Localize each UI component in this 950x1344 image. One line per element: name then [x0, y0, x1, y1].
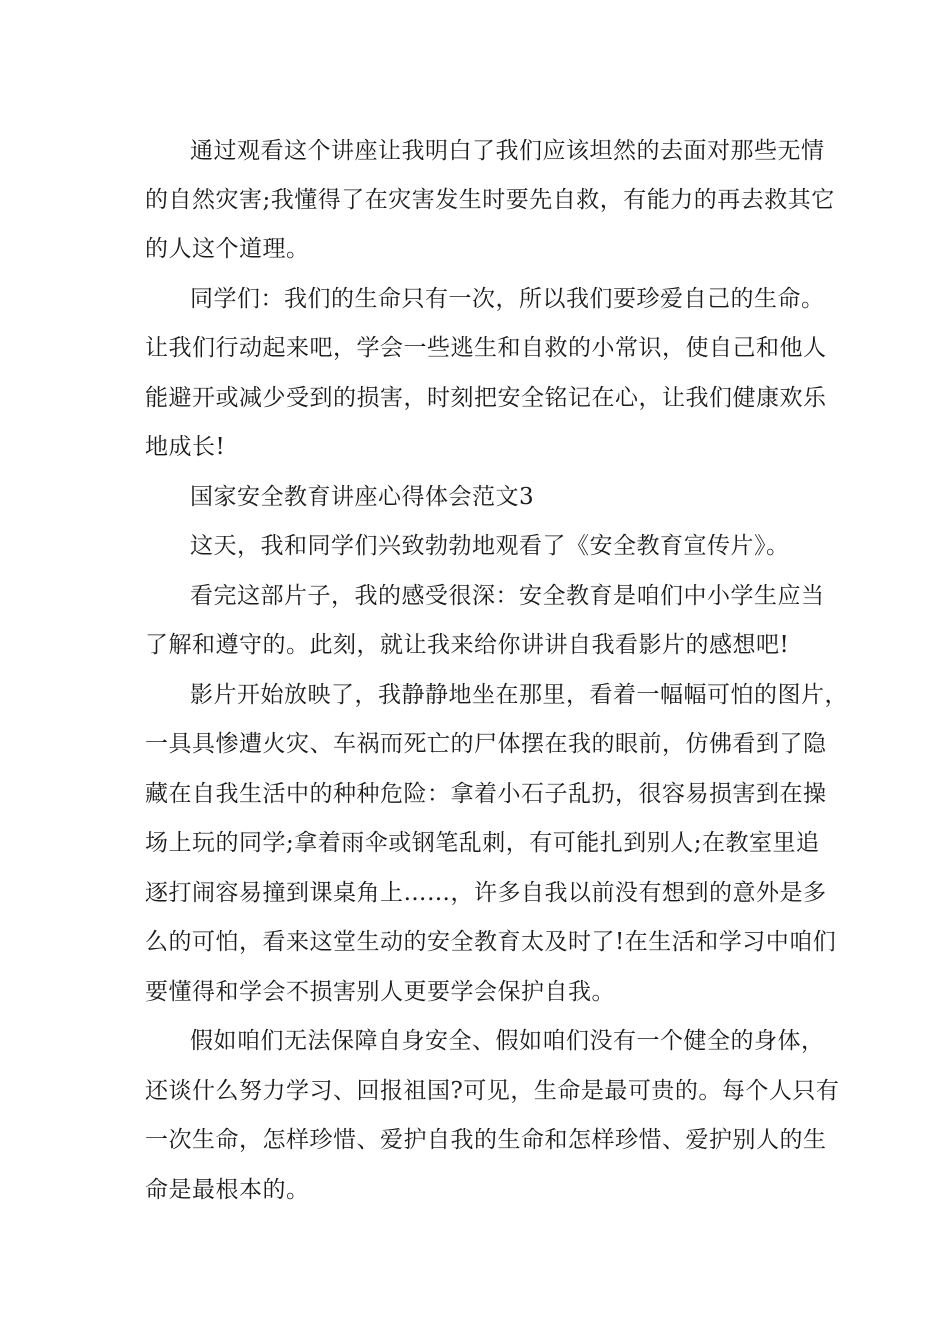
- paragraph-4-line-1: 看完这部片子，我的感受很深：安全教育是咱们中小学生应当: [190, 583, 825, 609]
- section-heading: 国家安全教育讲座心得体会范文3: [190, 484, 535, 510]
- paragraph-5-line-5: 逐打闹容易撞到课桌角上……，许多自我以前没有想到的意外是多: [145, 880, 827, 906]
- paragraph-6-line-1: 假如咱们无法保障自身安全、假如咱们没有一个健全的身体，: [190, 1028, 825, 1054]
- paragraph-5-line-6: 么的可怕，看来这堂生动的安全教育太及时了!在生活和学习中咱们: [145, 929, 837, 955]
- paragraph-1-line-3: 的人这个道理。: [145, 236, 310, 262]
- paragraph-5-line-1: 影片开始放映了，我静静地坐在那里，看着一幅幅可怕的图片，: [190, 682, 848, 708]
- paragraph-3-line-1: 这天，我和同学们兴致勃勃地观看了《安全教育宣传片》。: [190, 533, 790, 559]
- paragraph-2-line-3: 能避开或减少受到的损害，时刻把安全铭记在心，让我们健康欢乐: [145, 385, 827, 411]
- paragraph-6-line-4: 命是最根本的。: [145, 1177, 310, 1203]
- paragraph-2-line-1: 同学们：我们的生命只有一次，所以我们要珍爱自己的生命。: [190, 286, 825, 312]
- paragraph-2-line-4: 地成长!: [145, 434, 226, 460]
- paragraph-5-line-7: 要懂得和学会不损害别人更要学会保护自我。: [145, 979, 615, 1005]
- paragraph-5-line-2: 一具具惨遭火灾、车祸而死亡的尸体摆在我的眼前，仿佛看到了隐: [145, 731, 827, 757]
- paragraph-1-line-2: 的自然灾害;我懂得了在灾害发生时要先自救，有能力的再去救其它: [145, 187, 835, 213]
- paragraph-1-line-1: 通过观看这个讲座让我明白了我们应该坦然的去面对那些无情: [190, 138, 825, 164]
- paragraph-6-line-2: 还谈什么努力学习、回报祖国?可见，生命是最可贵的。每个人只有: [145, 1078, 840, 1104]
- paragraph-5-line-3: 藏在自我生活中的种种危险：拿着小石子乱扔，很容易损害到在操: [145, 781, 827, 807]
- paragraph-6-line-3: 一次生命，怎样珍惜、爱护自我的生命和怎样珍惜、爱护别人的生: [145, 1127, 827, 1153]
- paragraph-4-line-2: 了解和遵守的。此刻，就让我来给你讲讲自我看影片的感想吧!: [145, 632, 790, 658]
- paragraph-5-line-4: 场上玩的同学;拿着雨伞或钢笔乱刺，有可能扎到别人;在教室里追: [145, 830, 820, 856]
- paragraph-2-line-2: 让我们行动起来吧，学会一些逃生和自救的小常识，使自己和他人: [145, 335, 827, 361]
